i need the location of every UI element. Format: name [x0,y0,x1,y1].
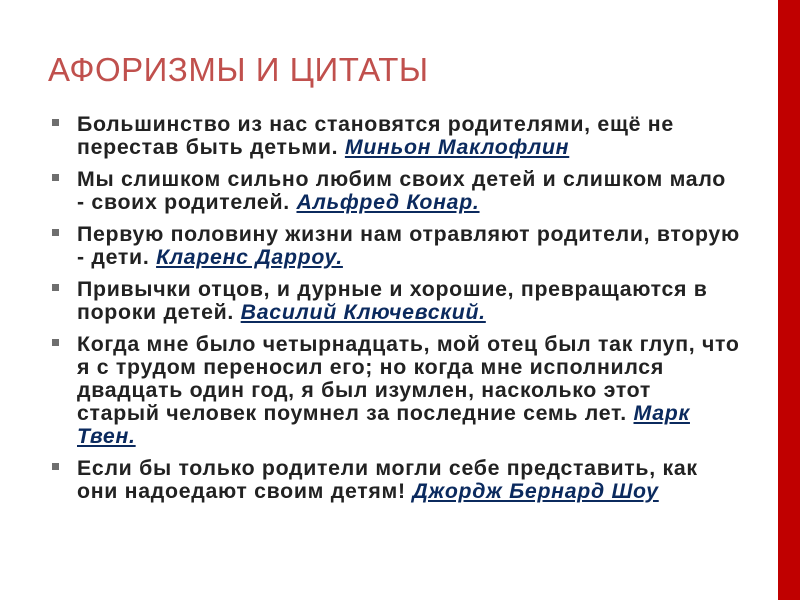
accent-bar [778,0,800,600]
quote-text: Если бы только родители могли себе представить, как они надоедают своим детям! [77,456,698,503]
list-item [50,223,740,269]
quote-list [50,113,740,512]
quote-author-link[interactable]: Миньон Маклофлин [344,135,570,159]
list-item [50,333,740,448]
quote-author-link[interactable]: Альфред Конар. [296,190,480,214]
list-item [50,278,740,324]
square-bullet-icon [52,339,59,346]
quote-text: Мы слишком сильно любим своих детей и слишком мало - своих родителей. [77,167,727,214]
slide-title: АФОРИЗМЫ И ЦИТАТЫ [48,51,429,88]
quote-author-link[interactable]: Василий Ключевский. [240,300,486,324]
square-bullet-icon [52,229,59,236]
quote-author-link[interactable]: Марк Твен. [77,401,690,448]
square-bullet-icon [52,174,59,181]
list-item [50,457,740,503]
quote-text: Первую половину жизни нам отравляют родители, вторую - дети. [77,222,740,269]
quote-text: Когда мне было четырнадцать, мой отец был так глуп, что я с трудом переносил его; но когда мне исполнился двадцать один год, я был изумлен, насколько этот старый человек поумнел за последние семь лет. [77,332,740,425]
quote-author-link[interactable]: Кларенс Дарроу. [156,245,343,269]
square-bullet-icon [52,119,59,126]
square-bullet-icon [52,463,59,470]
quote-text: Большинство из нас становятся родителями, ещё не перестав быть детьми. [77,112,674,159]
list-item [50,168,740,214]
list-item [50,113,740,159]
quote-text: Привычки отцов, и дурные и хорошие, превращаются в пороки детей. [77,277,708,324]
quote-author-link[interactable]: Джордж Бернард Шоу [412,479,659,503]
square-bullet-icon [52,284,59,291]
